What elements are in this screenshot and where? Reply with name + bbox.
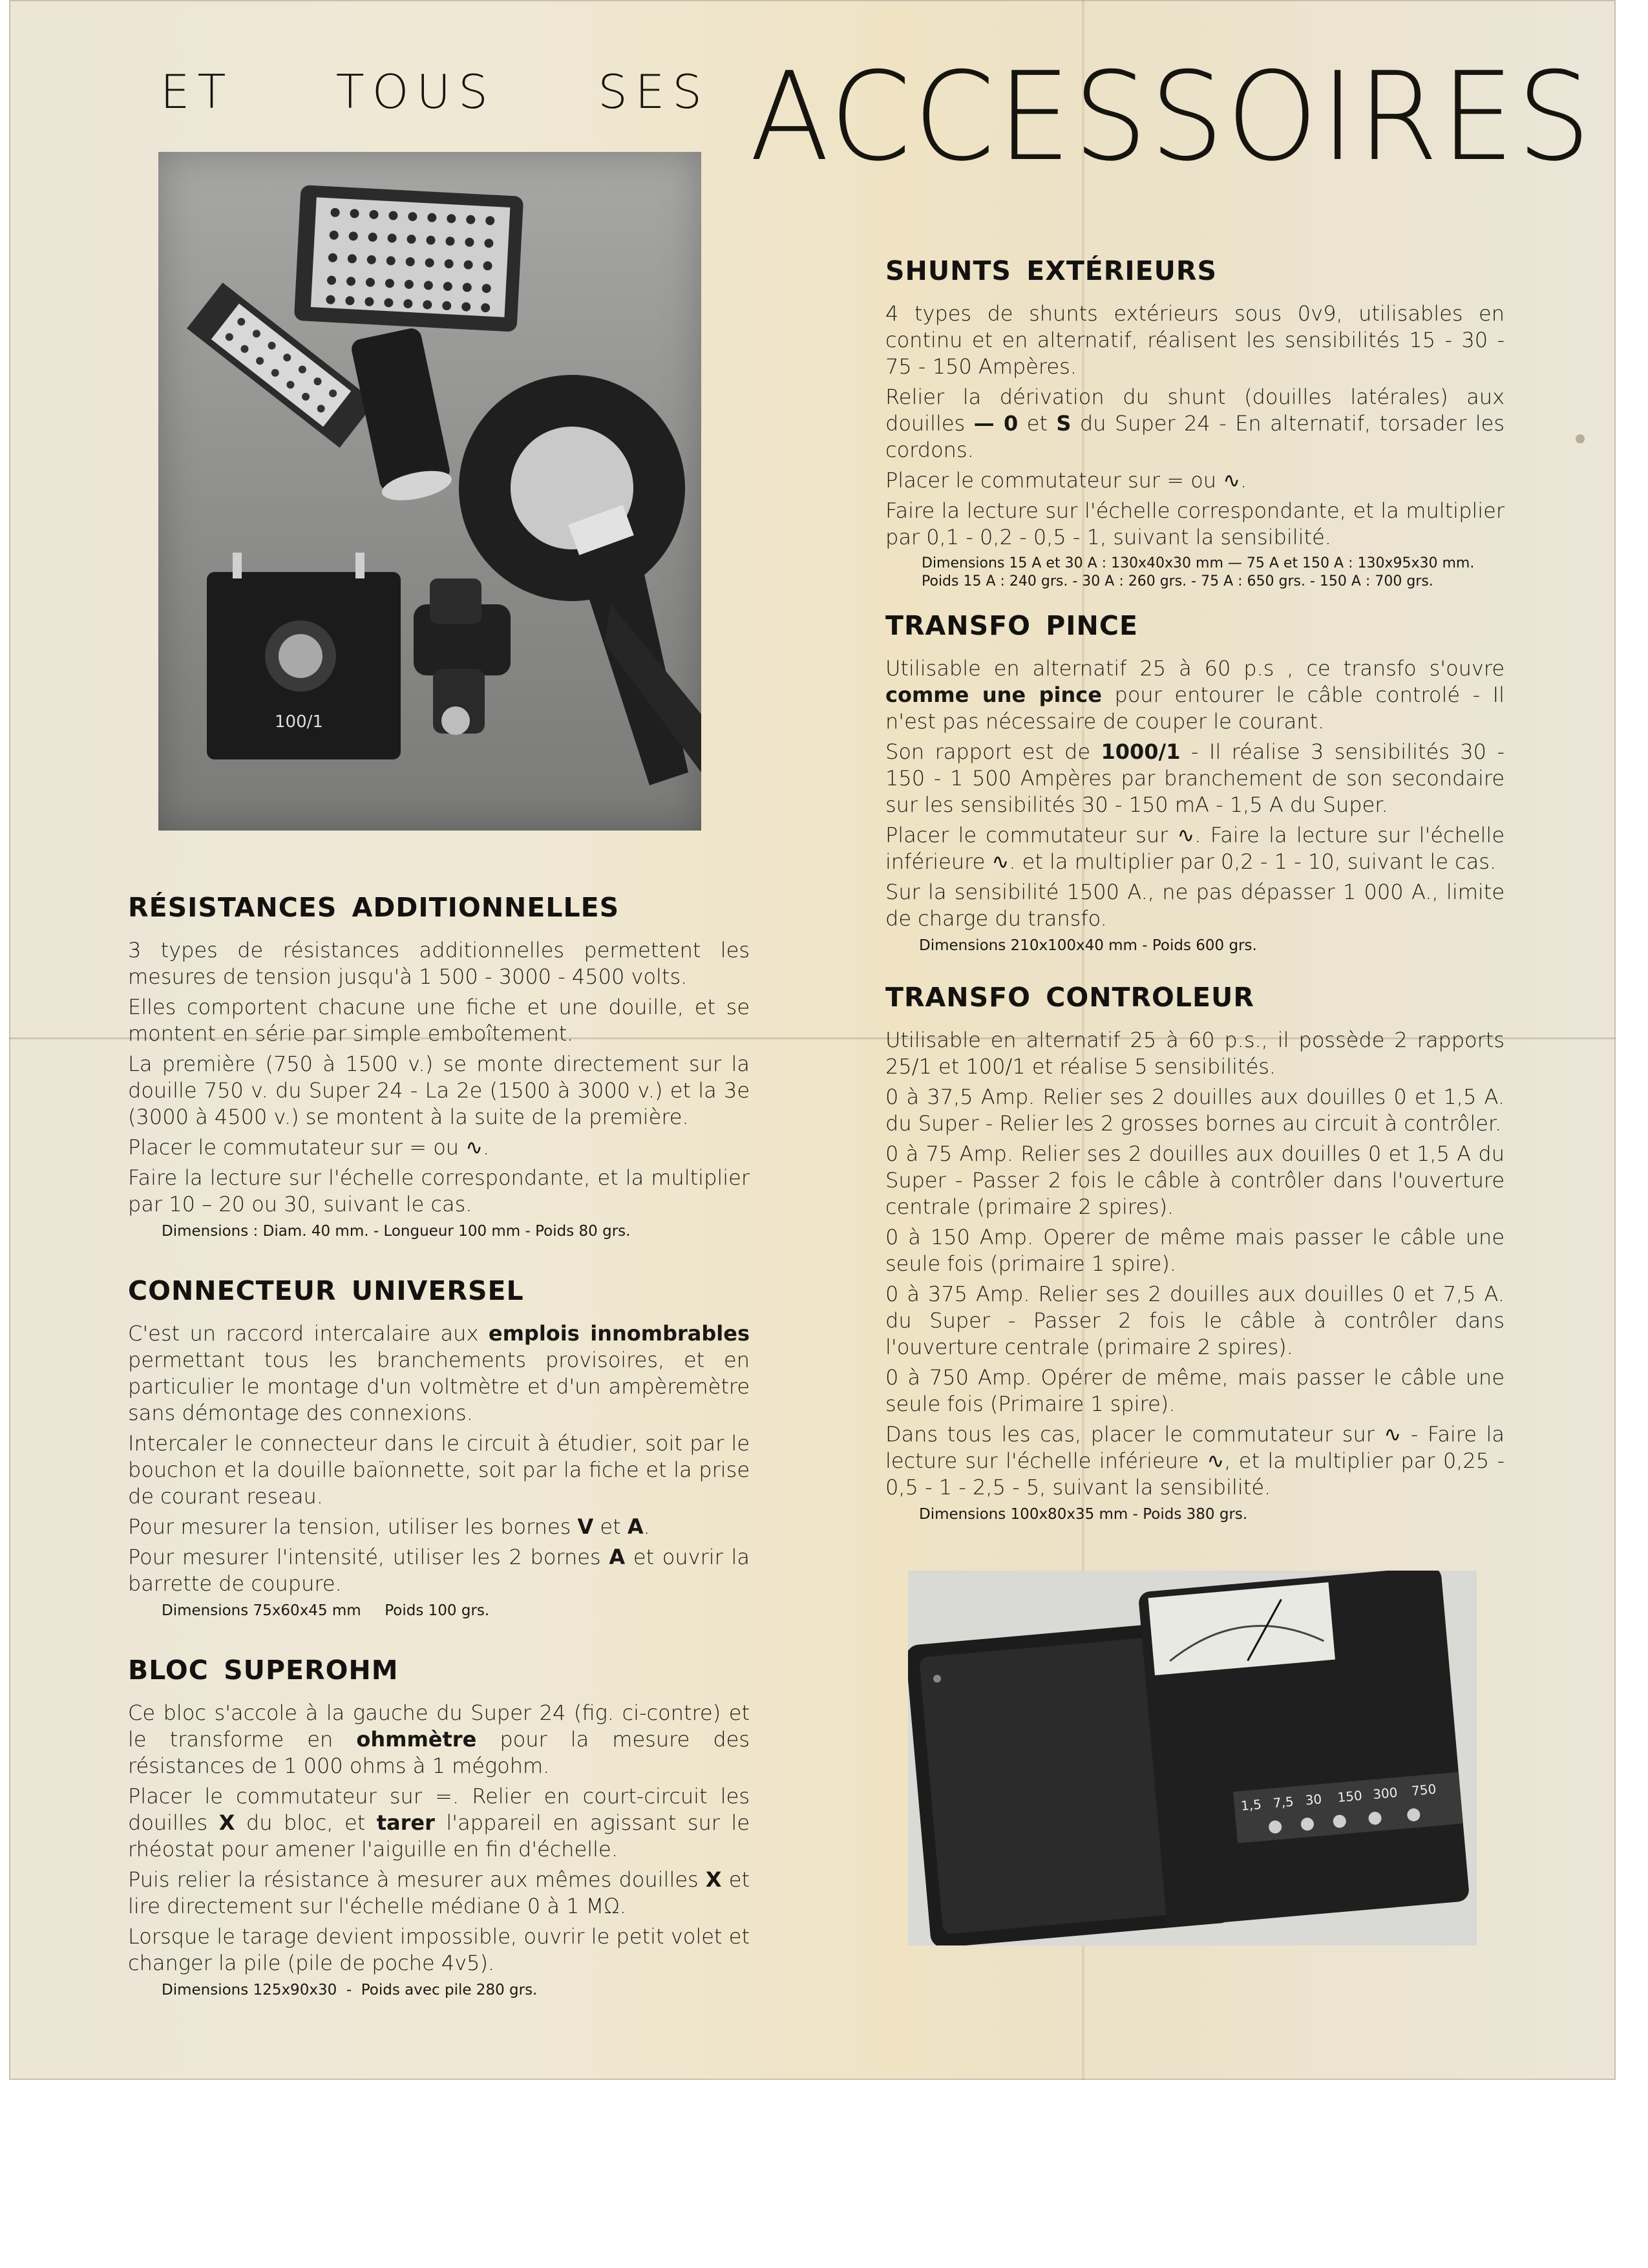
- section-superohm: [128, 1655, 750, 2000]
- shunts-p2: [885, 384, 1505, 463]
- pince-p1-end: pour entourer le câble controlé - Il n'est pas nécessaire de couper le courant.: [885, 683, 1505, 734]
- controleur-p3: 0 à 75 Amp. Relier ses 2 douilles aux douilles 0 et 1,5 A du Super - Passer 2 fois le câble à contrôler dans l'ouverture centrale (primaire 2 spires).: [885, 1141, 1505, 1219]
- accessories-photo-art: [158, 152, 701, 831]
- superohm-p3: [128, 1867, 750, 1920]
- resistances-p1: 3 types de résistances additionnelles permettent les mesures de tension jusqu'à 1 500 - 3000 - 4500 volts.: [128, 938, 750, 989]
- pince-p4: Sur la sensibilité 1500 A., ne pas dépasser 1 000 A., limite de charge du transfo.: [885, 880, 1505, 931]
- connecteur-p1-text-end: permettant tous les branchements provisoires, et en particulier le montage d'un voltmètre et d'un ampèremètre sans démontage des connexions.: [128, 1348, 750, 1425]
- resistances-p3: La première (750 à 1500 v.) se monte directement sur la douille 750 v. du Super 24 - La 2e (1500 à 3000 v.) et la 3e (3000 à 4500 v.) se montent à la suite de la première.: [128, 1052, 750, 1129]
- controleur-p5: 0 à 375 Amp. Relier ses 2 douilles aux douilles 0 et 7,5 A. du Super - Passer 2 fois le câble à contrôler dans l'ouverture centrale (primaire 2 spires).: [885, 1282, 1505, 1359]
- superohm-p2: [128, 1783, 750, 1863]
- resistances-p5: Faire la lecture sur l'échelle correspondante, et la multiplier par 10 – 20 ou 30, suivant le cas.: [128, 1165, 750, 1216]
- connecteur-p1-emphasis: emplois innombrables: [488, 1321, 750, 1346]
- connecteur-p4: [128, 1544, 750, 1597]
- connecteur-title: CONNECTEUR UNIVERSEL: [128, 1275, 524, 1306]
- page-title: ACCESSOIRES: [750, 46, 1594, 189]
- section-shunts: [885, 255, 1505, 591]
- pince-p1: [885, 655, 1505, 735]
- shunts-p2-text: Relier la dérivation du shunt (douilles latérales) aux douilles: [885, 385, 1505, 436]
- shunts-p3: Placer le commutateur sur = ou ∿.: [885, 468, 1247, 493]
- section-controleur: [885, 982, 1505, 1525]
- scale-label-3: 30: [1304, 1791, 1323, 1808]
- connecteur-p4-a: A: [609, 1545, 626, 1569]
- left-column: [128, 892, 750, 2000]
- connecteur-p1: [128, 1320, 750, 1426]
- superohm-dimensions: Dimensions 125x90x30 - Poids avec pile 280 grs.: [162, 1982, 538, 1998]
- accessories-photo: [158, 152, 701, 831]
- pince-p1-emphasis: comme une pince: [885, 683, 1102, 707]
- pince-p2-text: Son rapport est de: [885, 739, 1101, 764]
- resistances-dimensions: Dimensions : Diam. 40 mm. - Longueur 100 mm - Poids 80 grs.: [162, 1223, 631, 1240]
- shunts-dimensions: Dimensions 15 A et 30 A : 130x40x30 mm — 75 A et 150 A : 130x95x30 mm.: [922, 555, 1475, 571]
- header-prefix: [160, 65, 710, 119]
- header-word-2: TOUS: [335, 65, 496, 119]
- shunts-p2-s: S: [1056, 411, 1072, 436]
- superohm-p4: Lorsque le tarage devient impossible, ouvrir le petit volet et changer la pile (pile de poche 4v5).: [128, 1924, 750, 1975]
- connecteur-p4-text: Pour mesurer l'intensité, utiliser les 2 bornes: [128, 1545, 609, 1569]
- superohm-p2-text: Placer le commutateur sur =. Relier en court-circuit les douilles: [128, 1784, 750, 1835]
- shunts-weights: Poids 15 A : 240 grs. - 30 A : 260 grs. - 75 A : 650 grs. - 150 A : 700 grs.: [922, 573, 1433, 589]
- controleur-title: TRANSFO CONTROLEUR: [885, 982, 1254, 1013]
- connecteur-p1-text: C'est un raccord intercalaire aux: [128, 1321, 489, 1346]
- superohm-p2-tarer: tarer: [376, 1810, 435, 1835]
- pince-title: TRANSFO PINCE: [885, 610, 1138, 641]
- resistances-title: RÉSISTANCES ADDITIONNELLES: [128, 892, 620, 923]
- superohm-p1: [128, 1700, 750, 1779]
- resistances-p4: Placer le commutateur sur = ou ∿.: [128, 1135, 490, 1160]
- superohm-p3-x: X: [705, 1867, 722, 1892]
- superohm-p2-mid: du bloc, et: [235, 1810, 377, 1835]
- scale-label-4: 150: [1336, 1787, 1363, 1806]
- resistances-p2: Elles comportent chacune une fiche et une douille, et se montent en série par simple emboîtement.: [128, 995, 750, 1046]
- superohm-p1-emphasis: ohmmètre: [356, 1727, 477, 1752]
- connecteur-p2: Intercaler le connecteur dans le circuit à étudier, soit par le bouchon et la douille baïonnette, soit par la fiche et la prise de courant reseau.: [128, 1431, 750, 1509]
- paper-mark: [1576, 434, 1585, 443]
- right-column: [885, 255, 1505, 1525]
- superohm-p1-end: pour la mesure des résistances de 1 000 ohms à 1 mégohm.: [128, 1727, 750, 1778]
- connecteur-p3: [128, 1514, 750, 1540]
- scale-label-2: 7,5: [1272, 1794, 1294, 1811]
- section-connecteur: [128, 1275, 750, 1621]
- connecteur-p3-end: .: [643, 1514, 650, 1539]
- controleur-p2: 0 à 37,5 Amp. Relier ses 2 douilles aux douilles 0 et 1,5 A. du Super - Relier les 2 grosses bornes au circuit à contrôler.: [885, 1085, 1505, 1136]
- shunts-p1: 4 types de shunts extérieurs sous 0v9, utilisables en continu et en alternatif, réalisent les sensibilités 15 - 30 - 75 - 150 Ampères.: [885, 301, 1505, 379]
- superohm-title: BLOC SUPEROHM: [128, 1655, 399, 1686]
- shunts-p2-and: et: [1018, 411, 1057, 436]
- controleur-dimensions: Dimensions 100x80x35 mm - Poids 380 grs.: [919, 1506, 1248, 1523]
- pince-p3: Placer le commutateur sur ∿. Faire la lecture sur l'échelle inférieure ∿. et la multiplier par 0,2 - 1 - 10, suivant le cas.: [885, 823, 1505, 874]
- controleur-p6: 0 à 750 Amp. Opérer de même, mais passer le câble une seule fois (Primaire 1 spire).: [885, 1365, 1505, 1416]
- shunts-title: SHUNTS EXTÉRIEURS: [885, 255, 1218, 286]
- pince-p2-ratio: 1000/1: [1101, 739, 1181, 764]
- section-pince: [885, 610, 1505, 956]
- shunts-p2-end: du Super 24 - En alternatif, torsader les cordons.: [885, 411, 1505, 462]
- superohm-photo: [908, 1571, 1477, 1945]
- pince-p2: [885, 739, 1505, 818]
- pince-p2-end: - Il réalise 3 sensibilités 30 - 150 - 1 500 Ampères par branchement de son secondaire sur les sensibilités 30 - 150 mA - 1,5 A du Super.: [885, 739, 1505, 817]
- scale-label-5: 300: [1372, 1784, 1399, 1803]
- header-word-1: ET: [160, 65, 234, 119]
- superohm-p2-x: X: [218, 1810, 235, 1835]
- pince-dimensions: Dimensions 210x100x40 mm - Poids 600 grs.: [919, 937, 1257, 954]
- ratio-label: 100/1: [275, 712, 323, 732]
- connecteur-p3-text: Pour mesurer la tension, utiliser les bornes: [128, 1514, 578, 1539]
- shunts-p2-zero: — 0: [973, 411, 1019, 436]
- scale-label-6: 750: [1411, 1781, 1437, 1799]
- controleur-p4: 0 à 150 Amp. Operer de même mais passer le câble une seule fois (primaire 1 spire).: [885, 1225, 1505, 1276]
- controleur-p7: Dans tous les cas, placer le commutateur sur ∿ - Faire la lecture sur l'échelle inférieure ∿, et la multiplier par 0,25 - 0,5 - 1 - 2,5 - 5, suivant la sensibilité.: [885, 1422, 1505, 1500]
- connecteur-dimensions: Dimensions 75x60x45 mm Poids 100 grs.: [162, 1602, 490, 1619]
- header-word-3: SES: [598, 65, 710, 119]
- connecteur-p3-a: A: [627, 1514, 644, 1539]
- scale-label-1: 1,5: [1240, 1796, 1262, 1814]
- superohm-p2-end: l'appareil en agissant sur le rhéostat pour amener l'aiguille en fin d'échelle.: [128, 1810, 750, 1861]
- pince-p1-text: Utilisable en alternatif 25 à 60 p.s , ce transfo s'ouvre: [885, 656, 1505, 681]
- shunts-p4: Faire la lecture sur l'échelle correspondante, et la multiplier par 0,1 - 0,2 - 0,5 - 1, suivant la sensibilité.: [885, 498, 1505, 549]
- controleur-p1: Utilisable en alternatif 25 à 60 p.s., il possède 2 rapports 25/1 et 100/1 et réalise 5 sensibilités.: [885, 1028, 1505, 1079]
- superohm-photo-art: [908, 1571, 1477, 1945]
- connecteur-p3-and: et: [593, 1514, 628, 1539]
- connecteur-p3-v: V: [577, 1514, 594, 1539]
- superohm-p3-end: et lire directement sur l'échelle médiane 0 à 1 MΩ.: [128, 1867, 750, 1918]
- section-resistances: [128, 892, 750, 1242]
- connecteur-p4-end: et ouvrir la barrette de coupure.: [128, 1545, 750, 1596]
- superohm-p3-text: Puis relier la résistance à mesurer aux mêmes douilles: [128, 1867, 706, 1892]
- superohm-p1-text: Ce bloc s'accole à la gauche du Super 24 (fig. ci-contre) et le transforme en: [128, 1701, 750, 1752]
